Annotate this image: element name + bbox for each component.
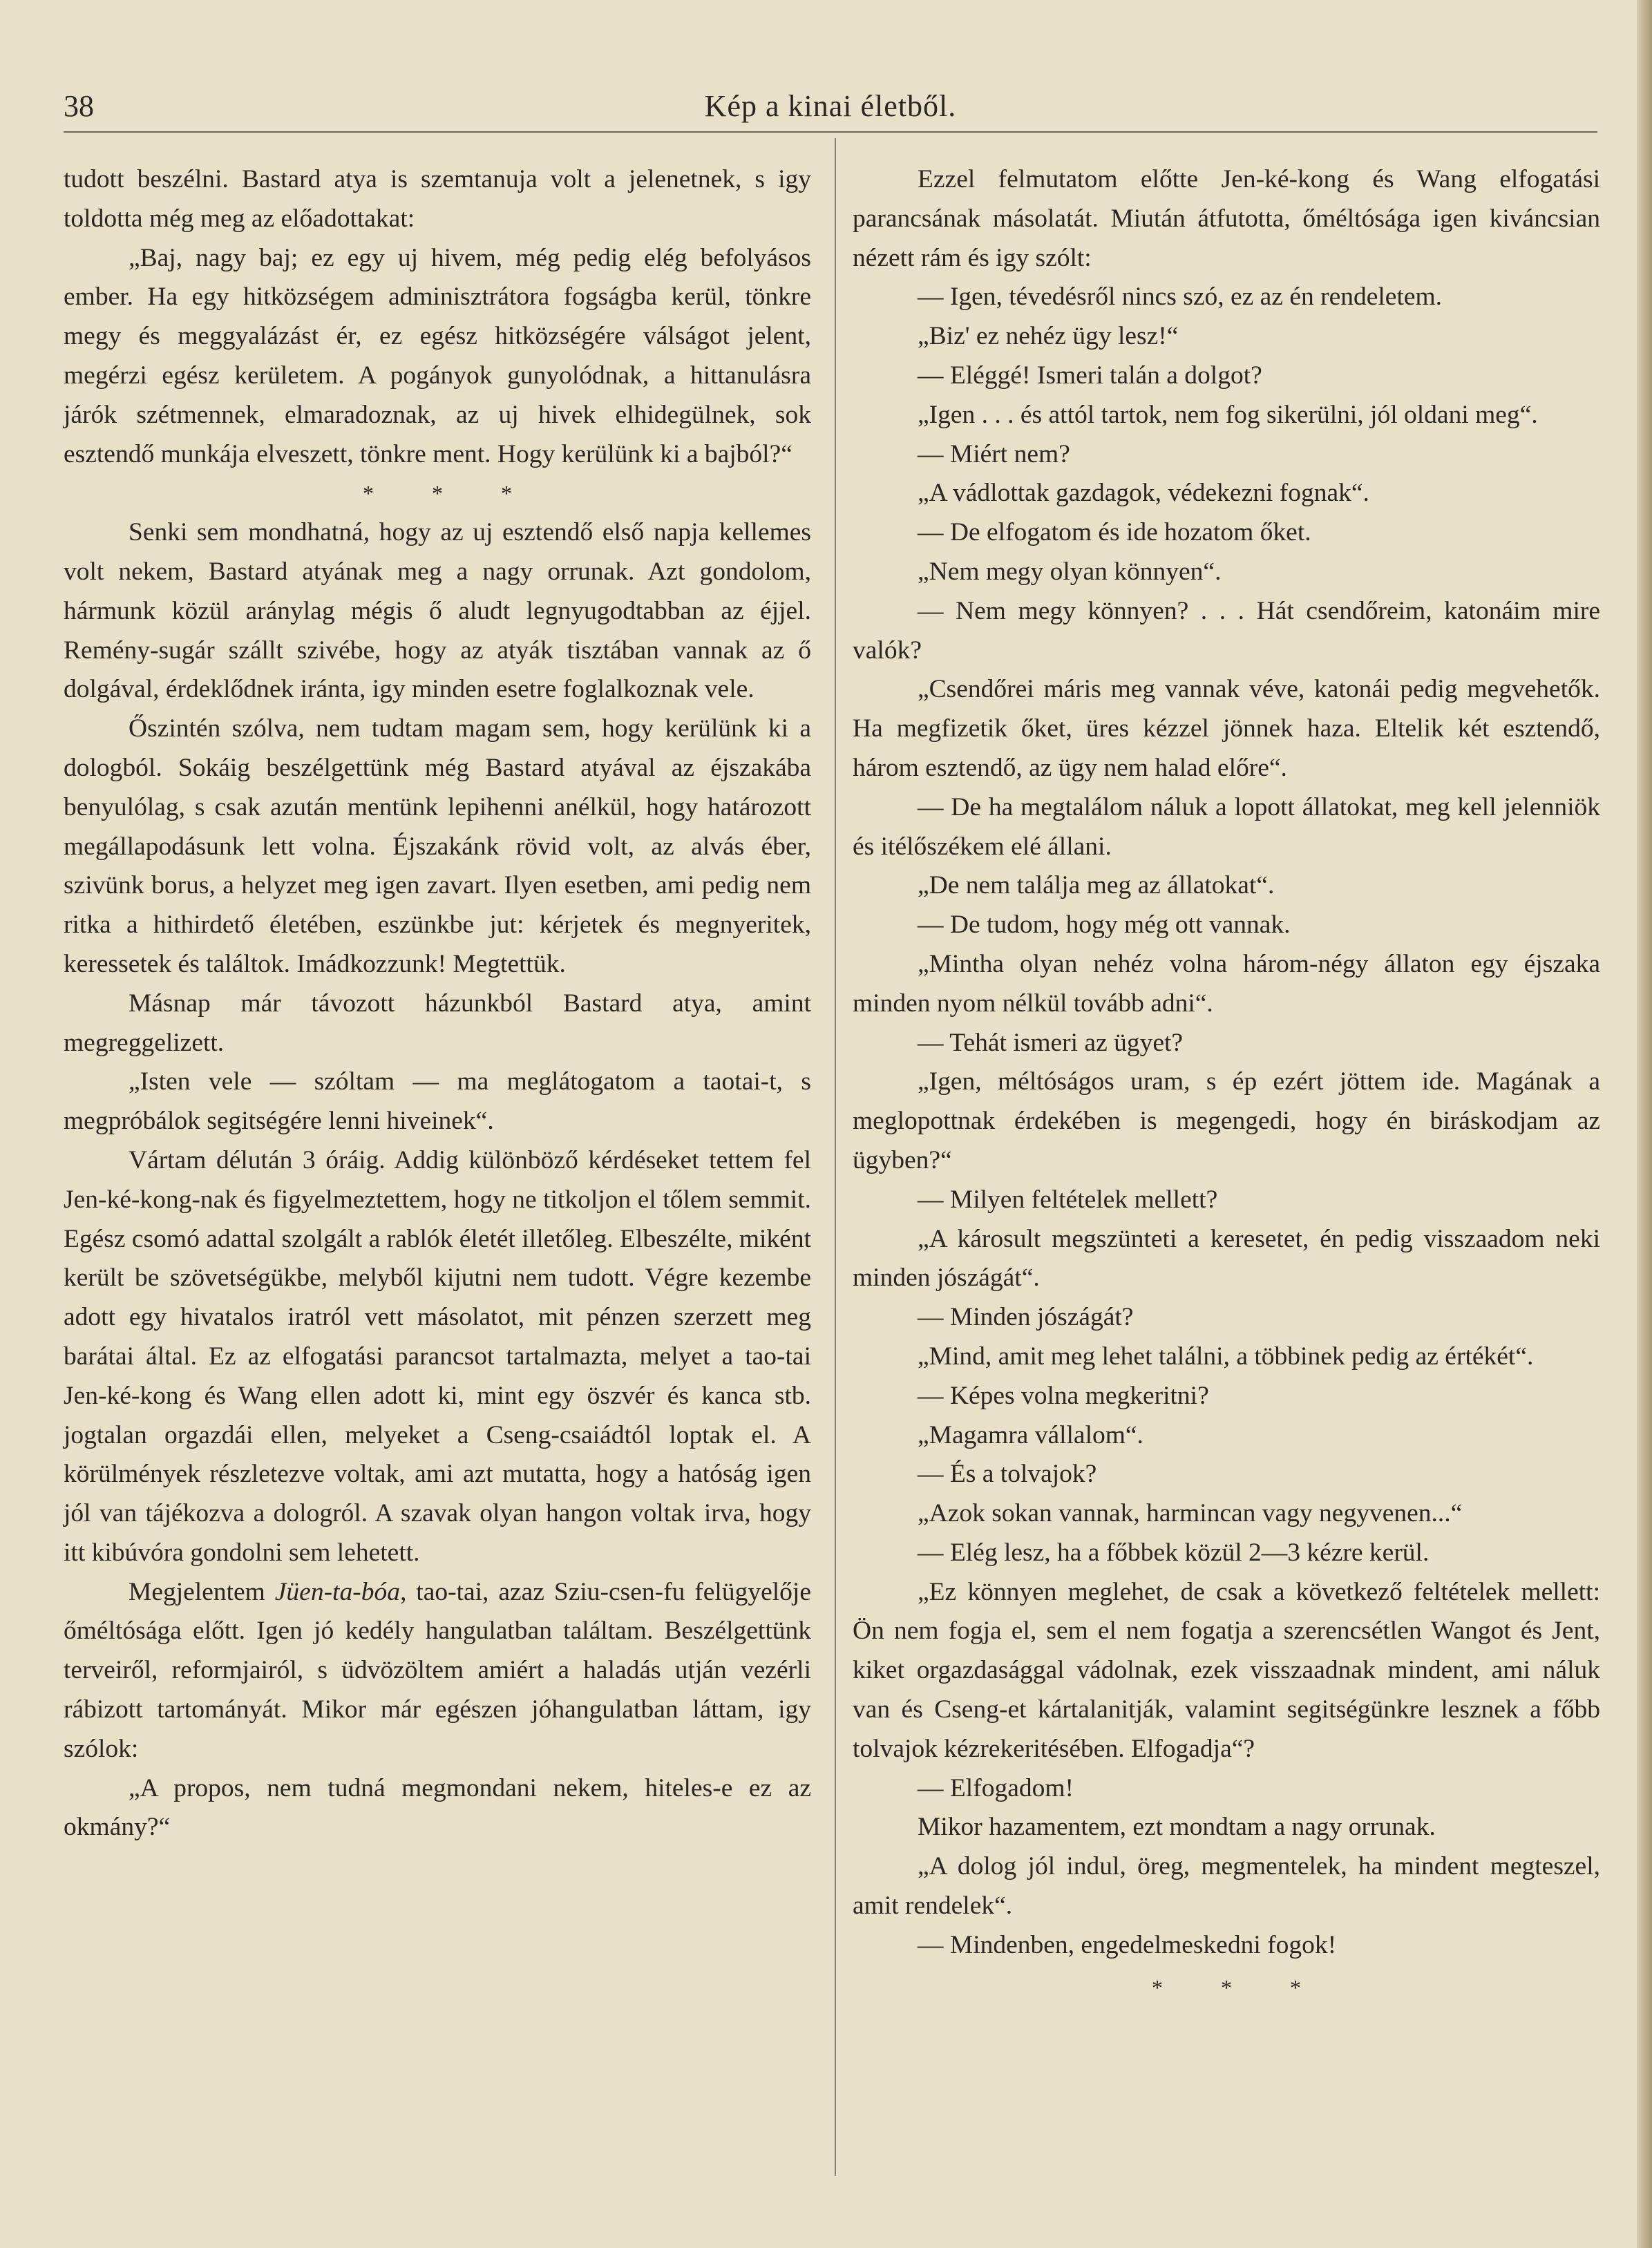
page-number: 38 bbox=[64, 89, 94, 123]
dialogue-line: „Azok sokan vannak, harmincan vagy negyvenen...“ bbox=[918, 1499, 1463, 1528]
paragraph: Őszintén szólva, nem tudtam magam sem, hogy kerülünk ki a dologból. Sokáig beszélgettünk még Bastard atyával az éjszakába benyulólag, s csak azután mentünk lepihenni anélkül, hogy határozott megállapodásunk lett volna. Éjszakánk rövid volt, az alvás éber, szivünk borus, a helyzet meg igen zavart. Ilyen esetben, ami pedig nem ritka a hithirdető életében, eszünkbe jut: kérjetek és megnyeritek, keressetek és találtok. Imádkozzunk! Megtettük. bbox=[64, 714, 811, 978]
dialogue-line: — Igen, tévedésről nincs szó, ez az én rendeletem. bbox=[918, 283, 1443, 312]
paragraph: Másnap már távozott házunkból Bastard atya, amint megreggelizett. bbox=[64, 989, 811, 1057]
dialogue-line: — Nem megy könnyen? . . . Hát csendőreim, katonáim mire valók? bbox=[853, 596, 1600, 665]
dialogue-line: „A vádlottak gazdagok, védekezni fognak“. bbox=[918, 479, 1369, 508]
dialogue-line: „Igen . . . és attól tartok, nem fog sikerülni, jól oldani meg“. bbox=[918, 400, 1538, 429]
paragraph-text: Megjelentem bbox=[129, 1577, 275, 1606]
paragraph: Vártam délután 3 óráig. Addig különböző kérdéseket tettem fel Jen-ké-kong-nak és figyelmeztettem, hogy ne titkoljon el tőlem semmit. Egész csomó adattal szolgált a rablók életét illetőleg. Elbeszélte, miként került be szövetségükbe, melyből kijutni nem tudott. Végre kezembe adott egy hivatalos iratról vett másolatot, mit pénzen szerzett meg barátai által. Ez az elfogatási parancsot tartalmazta, melyet a tao-tai Jen-ké-kong és Wang ellen adott ki, mint egy öszvér és kanca stb. jogtalan orgazdái ellen, melyeket a Cseng-csaiádtól loptak el. A körülmények részletezve voltak, ami azt mutatta, hogy a hatóság igen jól van tájékozva a dologról. A szavak olyan hangon voltak irva, hogy itt kibúvóra gondolni sem lehetett. bbox=[64, 1145, 811, 1567]
dialogue-line: — Minden jószágát? bbox=[918, 1303, 1134, 1332]
italic-name: Jüen-ta-bóa, bbox=[274, 1577, 407, 1606]
paragraph: Ezzel felmutatom előtte Jen-ké-kong és Wang elfogatási parancsának másolatát. Miután átfutotta, őméltósága igen kiváncsian nézett rám és igy szólt: bbox=[853, 165, 1600, 272]
dialogue-line: — Képes volna megkeritni? bbox=[918, 1381, 1209, 1410]
book-spine-edge bbox=[1637, 0, 1652, 2248]
dialogue-line: „De nem találja meg az állatokat“. bbox=[918, 871, 1275, 900]
dialogue-line: „Biz' ez nehéz ügy lesz!“ bbox=[918, 322, 1179, 351]
dialogue-line: — Eléggé! Ismeri talán a dolgot? bbox=[918, 361, 1262, 390]
dialogue-line: Mikor hazamentem, ezt mondtam a nagy orrunak. bbox=[918, 1813, 1436, 1842]
paragraph: „A propos, nem tudná megmondani nekem, hiteles-e ez az okmány?“ bbox=[64, 1773, 811, 1842]
dialogue-line: — Milyen feltételek mellett? bbox=[918, 1185, 1218, 1214]
dialogue-line: „Ez könnyen meglehet, de csak a következő feltételek mellett: Ön nem fogja el, sem el nem fogatja a szerencsétlen Wangot és Jent, kiket orgazdasággal vádolnak, ezek visszaadnak mindent, ami náluk van és Cseng-et kártalanitják, valamint segitségünkre lesznek a főbb tolvajok kézrekeritésében. Elfogadja“? bbox=[853, 1577, 1600, 1763]
paragraph: „Baj, nagy baj; ez egy uj hivem, még pedig elég befolyásos ember. Ha egy hitközségem adminisztrátora fogságba kerül, tönkre megy és meggyalázást ér, ez egész hitközségére válságot jelent, megérzi egész kerületem. A pogányok gunyolódnak, a hittanulásra járók szétmennek, elmaradoznak, az uj hivek elhidegülnek, sok esztendő munkája elveszett, tönkre ment. Hogy kerülünk ki a bajból?“ bbox=[64, 243, 811, 468]
dialogue-line: — Tehát ismeri az ügyet? bbox=[918, 1028, 1184, 1057]
dialogue-line: — De tudom, hogy még ott vannak. bbox=[918, 911, 1291, 940]
dialogue-line: „A károsult megszünteti a keresetet, én pedig visszaadom neki minden jószágát“. bbox=[853, 1224, 1600, 1293]
running-title: Kép a kinai életből. bbox=[704, 89, 957, 123]
dialogue-line: — Elég lesz, ha a főbbek közül 2—3 kézre kerül. bbox=[918, 1538, 1430, 1567]
paragraph bbox=[64, 1573, 811, 1769]
paragraph: tudott beszélni. Bastard atya is szemtanuja volt a jelenetnek, s igy toldotta még meg az előadottakat: bbox=[64, 165, 811, 233]
dialogue-line: — És a tolvajok? bbox=[918, 1460, 1097, 1489]
paragraph-text: tao-tai, azaz Sziu-csen-fu felügyelője őméltósága előtt. Igen jó kedély hangulatban találtam. Beszélgettünk terveiről, reformjairól, s üdvözöltem amiért a haladás utján vezérli rábizott tartományát. Mikor már egészen jóhangulatban láttam, igy szólok: bbox=[64, 1577, 811, 1763]
dialogue-line: „Mintha olyan nehéz volna három-négy állaton egy éjszaka minden nyom nélkül tovább adni“. bbox=[853, 949, 1600, 1018]
dialogue-line: „Igen, méltóságos uram, s ép ezért jöttem ide. Magának a meglopottnak érdekében is megengedi, hogy én biráskodjam az ügyben?“ bbox=[853, 1067, 1600, 1174]
paragraph: Senki sem mondhatná, hogy az uj esztendő első napja kellemes volt nekem, Bastard atyának meg a nagy orrunak. Azt gondolom, hármunk közül aránylag mégis ő aludt legnyugodtabban az éjjel. Remény-sugár szállt szivébe, hogy az atyák tisztában vannak az ő dolgával, érdeklődnek iránta, igy minden esetre foglalkoznak vele. bbox=[64, 518, 811, 704]
dialogue-line: „Mind, amit meg lehet találni, a többinek pedig az értékét“. bbox=[918, 1342, 1534, 1371]
dialogue-line: „Csendőrei máris meg vannak véve, katonái pedig megvehetők. Ha megfizetik őket, üres kézzel jönnek haza. Eltelik két esztendő, három esztendő, az ügy nem halad előre“. bbox=[853, 675, 1600, 782]
section-break-stars: * * * bbox=[1152, 1974, 1327, 2000]
paragraph: „Isten vele — szóltam — ma meglátogatom a taotai-t, s megpróbálok segitségére lenni hiveinek“. bbox=[64, 1067, 811, 1136]
section-break-stars: * * * bbox=[363, 481, 538, 506]
column-divider bbox=[835, 138, 836, 2176]
right-column bbox=[853, 160, 1600, 2007]
dialogue-line: „Magamra vállalom“. bbox=[918, 1420, 1143, 1449]
dialogue-line: — Mindenben, engedelmeskedni fogok! bbox=[918, 1930, 1337, 1959]
page-header bbox=[64, 82, 1597, 144]
header-rule bbox=[64, 131, 1597, 133]
dialogue-line: — De elfogatom és ide hozatom őket. bbox=[918, 518, 1311, 547]
left-column bbox=[64, 160, 811, 1847]
dialogue-line: „A dolog jól indul, öreg, megmentelek, ha mindent megteszel, amit rendelek“. bbox=[853, 1852, 1600, 1921]
dialogue-line: — De ha megtalálom náluk a lopott állatokat, meg kell jelenniök és itélőszékem elé állani. bbox=[853, 792, 1600, 861]
dialogue-line: „Nem megy olyan könnyen“. bbox=[918, 557, 1222, 586]
dialogue-line: — Elfogadom! bbox=[918, 1773, 1074, 1802]
dialogue-line: — Miért nem? bbox=[918, 439, 1070, 468]
